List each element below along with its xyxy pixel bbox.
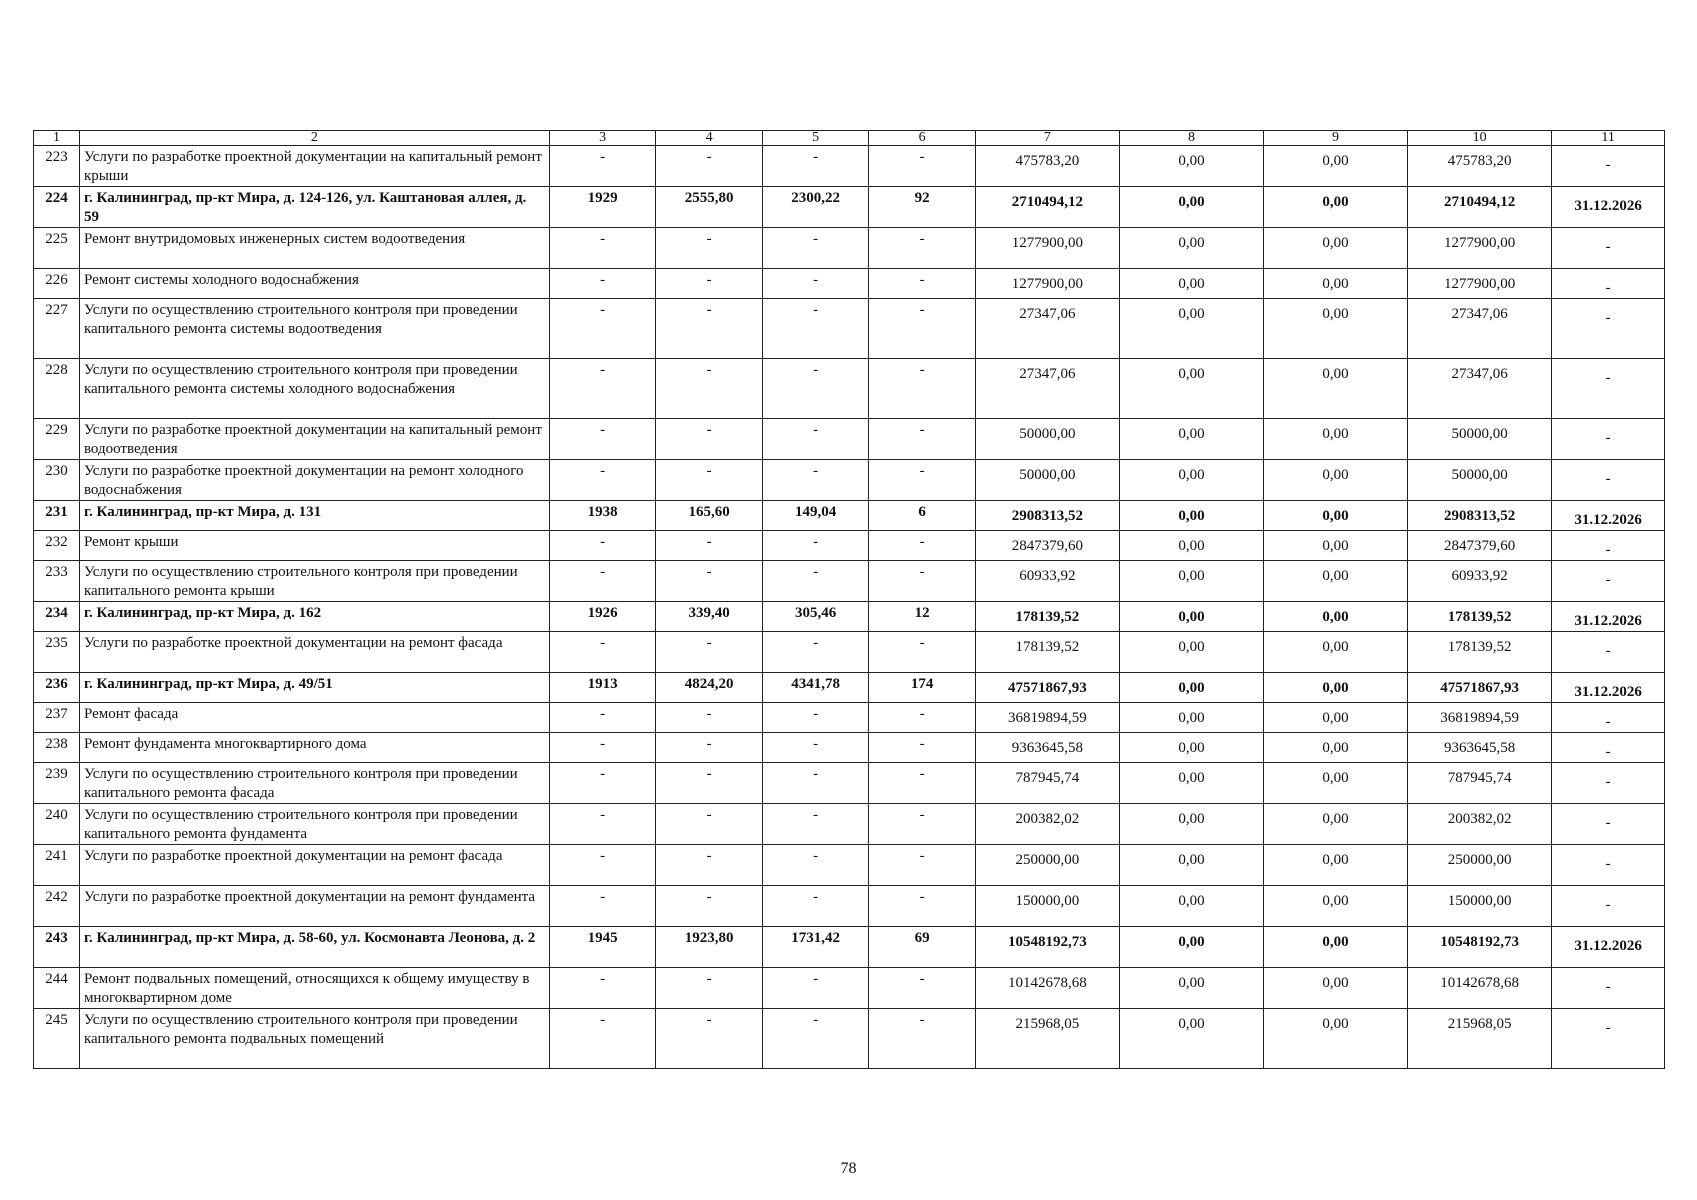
total-area-cell: - bbox=[656, 845, 763, 886]
completion-date-cell: - bbox=[1552, 146, 1665, 187]
fund-cost-cell: 0,00 bbox=[1119, 703, 1263, 733]
work-description-cell: Услуги по разработке проектной документации на ремонт фундамента bbox=[79, 886, 549, 927]
build-year-cell: - bbox=[549, 299, 656, 359]
table-row bbox=[34, 501, 1665, 531]
total-area-cell: - bbox=[656, 531, 763, 561]
residents-count-cell: - bbox=[869, 359, 976, 419]
total-area-cell: - bbox=[656, 804, 763, 845]
table-row bbox=[34, 299, 1665, 359]
completion-date-cell: 31.12.2026 bbox=[1552, 501, 1665, 531]
completion-date-cell: - bbox=[1552, 763, 1665, 804]
total-area-cell: - bbox=[656, 632, 763, 673]
total-area-cell: - bbox=[656, 703, 763, 733]
build-year-cell: - bbox=[549, 1009, 656, 1069]
total-area-cell: - bbox=[656, 1009, 763, 1069]
row-number-cell: 226 bbox=[34, 269, 80, 299]
table-row bbox=[34, 927, 1665, 968]
other-cost-cell: 0,00 bbox=[1264, 187, 1408, 228]
completion-date-cell: - bbox=[1552, 845, 1665, 886]
column-header: 2 bbox=[79, 131, 549, 146]
build-year-cell: - bbox=[549, 886, 656, 927]
total-cost-cell: 150000,00 bbox=[975, 886, 1119, 927]
completion-date-cell: - bbox=[1552, 703, 1665, 733]
owners-cost-cell: 250000,00 bbox=[1408, 845, 1552, 886]
other-cost-cell: 0,00 bbox=[1264, 228, 1408, 269]
build-year-cell: 1926 bbox=[549, 602, 656, 632]
work-description-cell: Услуги по разработке проектной документации на ремонт фасада bbox=[79, 845, 549, 886]
completion-date-cell: - bbox=[1552, 299, 1665, 359]
owners-cost-cell: 60933,92 bbox=[1408, 561, 1552, 602]
living-area-cell: - bbox=[762, 299, 869, 359]
residents-count-cell: 174 bbox=[869, 673, 976, 703]
residents-count-cell: - bbox=[869, 845, 976, 886]
total-cost-cell: 60933,92 bbox=[975, 561, 1119, 602]
fund-cost-cell: 0,00 bbox=[1119, 460, 1263, 501]
fund-cost-cell: 0,00 bbox=[1119, 1009, 1263, 1069]
row-number-cell: 234 bbox=[34, 602, 80, 632]
row-number-cell: 229 bbox=[34, 419, 80, 460]
living-area-cell: 4341,78 bbox=[762, 673, 869, 703]
work-description-cell: Услуги по разработке проектной документации на ремонт фасада bbox=[79, 632, 549, 673]
total-area-cell: - bbox=[656, 763, 763, 804]
fund-cost-cell: 0,00 bbox=[1119, 531, 1263, 561]
completion-date-cell: - bbox=[1552, 228, 1665, 269]
total-cost-cell: 787945,74 bbox=[975, 763, 1119, 804]
other-cost-cell: 0,00 bbox=[1264, 501, 1408, 531]
total-area-cell: - bbox=[656, 886, 763, 927]
completion-date-cell: 31.12.2026 bbox=[1552, 602, 1665, 632]
living-area-cell: - bbox=[762, 763, 869, 804]
living-area-cell: 305,46 bbox=[762, 602, 869, 632]
total-cost-cell: 475783,20 bbox=[975, 146, 1119, 187]
table-row bbox=[34, 703, 1665, 733]
build-year-cell: - bbox=[549, 269, 656, 299]
living-area-cell: 149,04 bbox=[762, 501, 869, 531]
table-row bbox=[34, 419, 1665, 460]
residents-count-cell: 92 bbox=[869, 187, 976, 228]
fund-cost-cell: 0,00 bbox=[1119, 804, 1263, 845]
other-cost-cell: 0,00 bbox=[1264, 146, 1408, 187]
total-cost-cell: 200382,02 bbox=[975, 804, 1119, 845]
completion-date-cell: - bbox=[1552, 419, 1665, 460]
total-area-cell: 1923,80 bbox=[656, 927, 763, 968]
table-row bbox=[34, 804, 1665, 845]
other-cost-cell: 0,00 bbox=[1264, 886, 1408, 927]
total-cost-cell: 215968,05 bbox=[975, 1009, 1119, 1069]
table-row bbox=[34, 187, 1665, 228]
build-year-cell: - bbox=[549, 460, 656, 501]
other-cost-cell: 0,00 bbox=[1264, 804, 1408, 845]
completion-date-cell: - bbox=[1552, 968, 1665, 1009]
row-number-cell: 230 bbox=[34, 460, 80, 501]
total-cost-cell: 36819894,59 bbox=[975, 703, 1119, 733]
living-area-cell: - bbox=[762, 733, 869, 763]
total-area-cell: - bbox=[656, 460, 763, 501]
work-description-cell: Ремонт фундамента многоквартирного дома bbox=[79, 733, 549, 763]
other-cost-cell: 0,00 bbox=[1264, 269, 1408, 299]
fund-cost-cell: 0,00 bbox=[1119, 269, 1263, 299]
fund-cost-cell: 0,00 bbox=[1119, 968, 1263, 1009]
other-cost-cell: 0,00 bbox=[1264, 632, 1408, 673]
build-year-cell: - bbox=[549, 561, 656, 602]
table-row bbox=[34, 146, 1665, 187]
column-header: 1 bbox=[34, 131, 80, 146]
build-year-cell: - bbox=[549, 703, 656, 733]
owners-cost-cell: 9363645,58 bbox=[1408, 733, 1552, 763]
total-area-cell: - bbox=[656, 269, 763, 299]
capital-repair-table bbox=[33, 130, 1665, 1069]
living-area-cell: - bbox=[762, 419, 869, 460]
table-row bbox=[34, 763, 1665, 804]
row-number-cell: 232 bbox=[34, 531, 80, 561]
total-cost-cell: 47571867,93 bbox=[975, 673, 1119, 703]
other-cost-cell: 0,00 bbox=[1264, 531, 1408, 561]
living-area-cell: - bbox=[762, 845, 869, 886]
living-area-cell: - bbox=[762, 804, 869, 845]
owners-cost-cell: 10142678,68 bbox=[1408, 968, 1552, 1009]
total-cost-cell: 2847379,60 bbox=[975, 531, 1119, 561]
fund-cost-cell: 0,00 bbox=[1119, 733, 1263, 763]
work-description-cell: Услуги по осуществлению строительного контроля при проведении капитального ремонта крыши bbox=[79, 561, 549, 602]
other-cost-cell: 0,00 bbox=[1264, 1009, 1408, 1069]
residents-count-cell: - bbox=[869, 632, 976, 673]
work-description-cell: Ремонт внутридомовых инженерных систем водоотведения bbox=[79, 228, 549, 269]
residents-count-cell: - bbox=[869, 299, 976, 359]
living-area-cell: - bbox=[762, 632, 869, 673]
build-year-cell: - bbox=[549, 146, 656, 187]
residents-count-cell: - bbox=[869, 1009, 976, 1069]
work-description-cell: Услуги по разработке проектной документации на ремонт холодного водоснабжения bbox=[79, 460, 549, 501]
other-cost-cell: 0,00 bbox=[1264, 733, 1408, 763]
build-year-cell: - bbox=[549, 531, 656, 561]
fund-cost-cell: 0,00 bbox=[1119, 228, 1263, 269]
row-number-cell: 244 bbox=[34, 968, 80, 1009]
work-description-cell: Ремонт крыши bbox=[79, 531, 549, 561]
fund-cost-cell: 0,00 bbox=[1119, 561, 1263, 602]
row-number-cell: 231 bbox=[34, 501, 80, 531]
fund-cost-cell: 0,00 bbox=[1119, 146, 1263, 187]
residents-count-cell: - bbox=[869, 733, 976, 763]
total-cost-cell: 10548192,73 bbox=[975, 927, 1119, 968]
total-area-cell: - bbox=[656, 419, 763, 460]
work-description-cell: Услуги по осуществлению строительного контроля при проведении капитального ремонта системы холодного водоснабжения bbox=[79, 359, 549, 419]
fund-cost-cell: 0,00 bbox=[1119, 845, 1263, 886]
fund-cost-cell: 0,00 bbox=[1119, 299, 1263, 359]
living-area-cell: - bbox=[762, 460, 869, 501]
residents-count-cell: 69 bbox=[869, 927, 976, 968]
residents-count-cell: - bbox=[869, 146, 976, 187]
total-area-cell: - bbox=[656, 733, 763, 763]
row-number-cell: 245 bbox=[34, 1009, 80, 1069]
column-number-header-row bbox=[34, 131, 1665, 146]
build-year-cell: - bbox=[549, 733, 656, 763]
total-cost-cell: 1277900,00 bbox=[975, 269, 1119, 299]
total-cost-cell: 27347,06 bbox=[975, 299, 1119, 359]
row-number-cell: 224 bbox=[34, 187, 80, 228]
row-number-cell: 240 bbox=[34, 804, 80, 845]
fund-cost-cell: 0,00 bbox=[1119, 501, 1263, 531]
completion-date-cell: - bbox=[1552, 1009, 1665, 1069]
living-area-cell: 1731,42 bbox=[762, 927, 869, 968]
row-number-cell: 241 bbox=[34, 845, 80, 886]
completion-date-cell: - bbox=[1552, 632, 1665, 673]
table-row bbox=[34, 1009, 1665, 1069]
owners-cost-cell: 27347,06 bbox=[1408, 299, 1552, 359]
residents-count-cell: 12 bbox=[869, 602, 976, 632]
total-area-cell: - bbox=[656, 968, 763, 1009]
owners-cost-cell: 2908313,52 bbox=[1408, 501, 1552, 531]
living-area-cell: - bbox=[762, 531, 869, 561]
row-number-cell: 223 bbox=[34, 146, 80, 187]
other-cost-cell: 0,00 bbox=[1264, 673, 1408, 703]
work-description-cell: г. Калининград, пр-кт Мира, д. 124-126, ул. Каштановая аллея, д. 59 bbox=[79, 187, 549, 228]
total-area-cell: - bbox=[656, 561, 763, 602]
owners-cost-cell: 50000,00 bbox=[1408, 419, 1552, 460]
residents-count-cell: 6 bbox=[869, 501, 976, 531]
owners-cost-cell: 1277900,00 bbox=[1408, 269, 1552, 299]
total-cost-cell: 50000,00 bbox=[975, 419, 1119, 460]
fund-cost-cell: 0,00 bbox=[1119, 763, 1263, 804]
other-cost-cell: 0,00 bbox=[1264, 763, 1408, 804]
other-cost-cell: 0,00 bbox=[1264, 561, 1408, 602]
owners-cost-cell: 10548192,73 bbox=[1408, 927, 1552, 968]
column-header: 9 bbox=[1264, 131, 1408, 146]
living-area-cell: - bbox=[762, 1009, 869, 1069]
owners-cost-cell: 36819894,59 bbox=[1408, 703, 1552, 733]
work-description-cell: Ремонт подвальных помещений, относящихся к общему имуществу в многоквартирном доме bbox=[79, 968, 549, 1009]
work-description-cell: Ремонт системы холодного водоснабжения bbox=[79, 269, 549, 299]
living-area-cell: - bbox=[762, 359, 869, 419]
build-year-cell: - bbox=[549, 228, 656, 269]
completion-date-cell: - bbox=[1552, 359, 1665, 419]
other-cost-cell: 0,00 bbox=[1264, 419, 1408, 460]
other-cost-cell: 0,00 bbox=[1264, 927, 1408, 968]
build-year-cell: 1938 bbox=[549, 501, 656, 531]
build-year-cell: - bbox=[549, 359, 656, 419]
total-area-cell: - bbox=[656, 228, 763, 269]
total-area-cell: 4824,20 bbox=[656, 673, 763, 703]
total-cost-cell: 178139,52 bbox=[975, 632, 1119, 673]
other-cost-cell: 0,00 bbox=[1264, 299, 1408, 359]
total-cost-cell: 50000,00 bbox=[975, 460, 1119, 501]
total-area-cell: 339,40 bbox=[656, 602, 763, 632]
work-description-cell: Услуги по осуществлению строительного контроля при проведении капитального ремонта фундамента bbox=[79, 804, 549, 845]
owners-cost-cell: 2710494,12 bbox=[1408, 187, 1552, 228]
total-cost-cell: 2908313,52 bbox=[975, 501, 1119, 531]
work-description-cell: Услуги по осуществлению строительного контроля при проведении капитального ремонта системы водоотведения bbox=[79, 299, 549, 359]
fund-cost-cell: 0,00 bbox=[1119, 886, 1263, 927]
table-row bbox=[34, 886, 1665, 927]
total-cost-cell: 10142678,68 bbox=[975, 968, 1119, 1009]
table-row bbox=[34, 228, 1665, 269]
living-area-cell: - bbox=[762, 886, 869, 927]
work-description-cell: Услуги по разработке проектной документации на капитальный ремонт водоотведения bbox=[79, 419, 549, 460]
residents-count-cell: - bbox=[869, 886, 976, 927]
table-row bbox=[34, 269, 1665, 299]
row-number-cell: 227 bbox=[34, 299, 80, 359]
other-cost-cell: 0,00 bbox=[1264, 460, 1408, 501]
completion-date-cell: - bbox=[1552, 804, 1665, 845]
build-year-cell: - bbox=[549, 419, 656, 460]
table-row bbox=[34, 968, 1665, 1009]
row-number-cell: 239 bbox=[34, 763, 80, 804]
completion-date-cell: - bbox=[1552, 460, 1665, 501]
living-area-cell: - bbox=[762, 146, 869, 187]
fund-cost-cell: 0,00 bbox=[1119, 632, 1263, 673]
completion-date-cell: - bbox=[1552, 269, 1665, 299]
residents-count-cell: - bbox=[869, 763, 976, 804]
work-description-cell: Услуги по разработке проектной документации на капитальный ремонт крыши bbox=[79, 146, 549, 187]
owners-cost-cell: 50000,00 bbox=[1408, 460, 1552, 501]
table-row bbox=[34, 673, 1665, 703]
work-description-cell: Услуги по осуществлению строительного контроля при проведении капитального ремонта подвальных помещений bbox=[79, 1009, 549, 1069]
owners-cost-cell: 178139,52 bbox=[1408, 602, 1552, 632]
total-cost-cell: 1277900,00 bbox=[975, 228, 1119, 269]
work-description-cell: Услуги по осуществлению строительного контроля при проведении капитального ремонта фасада bbox=[79, 763, 549, 804]
total-cost-cell: 2710494,12 bbox=[975, 187, 1119, 228]
row-number-cell: 235 bbox=[34, 632, 80, 673]
fund-cost-cell: 0,00 bbox=[1119, 602, 1263, 632]
completion-date-cell: - bbox=[1552, 886, 1665, 927]
table-row bbox=[34, 602, 1665, 632]
residents-count-cell: - bbox=[869, 228, 976, 269]
build-year-cell: - bbox=[549, 968, 656, 1009]
owners-cost-cell: 2847379,60 bbox=[1408, 531, 1552, 561]
owners-cost-cell: 200382,02 bbox=[1408, 804, 1552, 845]
table-row bbox=[34, 460, 1665, 501]
living-area-cell: - bbox=[762, 703, 869, 733]
living-area-cell: - bbox=[762, 561, 869, 602]
build-year-cell: 1945 bbox=[549, 927, 656, 968]
other-cost-cell: 0,00 bbox=[1264, 359, 1408, 419]
page-number: 78 bbox=[840, 1160, 857, 1177]
owners-cost-cell: 47571867,93 bbox=[1408, 673, 1552, 703]
residents-count-cell: - bbox=[869, 531, 976, 561]
owners-cost-cell: 150000,00 bbox=[1408, 886, 1552, 927]
completion-date-cell: - bbox=[1552, 733, 1665, 763]
residents-count-cell: - bbox=[869, 804, 976, 845]
build-year-cell: - bbox=[549, 804, 656, 845]
build-year-cell: 1913 bbox=[549, 673, 656, 703]
residents-count-cell: - bbox=[869, 269, 976, 299]
total-cost-cell: 178139,52 bbox=[975, 602, 1119, 632]
table-row bbox=[34, 531, 1665, 561]
fund-cost-cell: 0,00 bbox=[1119, 359, 1263, 419]
residents-count-cell: - bbox=[869, 968, 976, 1009]
living-area-cell: - bbox=[762, 968, 869, 1009]
owners-cost-cell: 178139,52 bbox=[1408, 632, 1552, 673]
other-cost-cell: 0,00 bbox=[1264, 845, 1408, 886]
row-number-cell: 236 bbox=[34, 673, 80, 703]
living-area-cell: 2300,22 bbox=[762, 187, 869, 228]
total-cost-cell: 9363645,58 bbox=[975, 733, 1119, 763]
completion-date-cell: 31.12.2026 bbox=[1552, 927, 1665, 968]
work-description-cell: г. Калининград, пр-кт Мира, д. 58-60, ул. Космонавта Леонова, д. 2 bbox=[79, 927, 549, 968]
total-area-cell: 2555,80 bbox=[656, 187, 763, 228]
residents-count-cell: - bbox=[869, 419, 976, 460]
work-description-cell: г. Калининград, пр-кт Мира, д. 49/51 bbox=[79, 673, 549, 703]
row-number-cell: 242 bbox=[34, 886, 80, 927]
work-description-cell: г. Калининград, пр-кт Мира, д. 131 bbox=[79, 501, 549, 531]
column-header: 10 bbox=[1408, 131, 1552, 146]
owners-cost-cell: 475783,20 bbox=[1408, 146, 1552, 187]
row-number-cell: 228 bbox=[34, 359, 80, 419]
other-cost-cell: 0,00 bbox=[1264, 968, 1408, 1009]
fund-cost-cell: 0,00 bbox=[1119, 419, 1263, 460]
fund-cost-cell: 0,00 bbox=[1119, 673, 1263, 703]
build-year-cell: 1929 bbox=[549, 187, 656, 228]
other-cost-cell: 0,00 bbox=[1264, 602, 1408, 632]
total-area-cell: 165,60 bbox=[656, 501, 763, 531]
column-header: 6 bbox=[869, 131, 976, 146]
table-row bbox=[34, 632, 1665, 673]
fund-cost-cell: 0,00 bbox=[1119, 927, 1263, 968]
build-year-cell: - bbox=[549, 632, 656, 673]
row-number-cell: 243 bbox=[34, 927, 80, 968]
residents-count-cell: - bbox=[869, 561, 976, 602]
total-area-cell: - bbox=[656, 359, 763, 419]
column-header: 7 bbox=[975, 131, 1119, 146]
column-header: 5 bbox=[762, 131, 869, 146]
owners-cost-cell: 787945,74 bbox=[1408, 763, 1552, 804]
build-year-cell: - bbox=[549, 763, 656, 804]
owners-cost-cell: 1277900,00 bbox=[1408, 228, 1552, 269]
residents-count-cell: - bbox=[869, 703, 976, 733]
column-header: 11 bbox=[1552, 131, 1665, 146]
table-row bbox=[34, 733, 1665, 763]
living-area-cell: - bbox=[762, 228, 869, 269]
table-body bbox=[34, 146, 1665, 1069]
total-cost-cell: 27347,06 bbox=[975, 359, 1119, 419]
completion-date-cell: 31.12.2026 bbox=[1552, 187, 1665, 228]
table-row bbox=[34, 561, 1665, 602]
row-number-cell: 233 bbox=[34, 561, 80, 602]
owners-cost-cell: 215968,05 bbox=[1408, 1009, 1552, 1069]
row-number-cell: 238 bbox=[34, 733, 80, 763]
row-number-cell: 237 bbox=[34, 703, 80, 733]
work-description-cell: г. Калининград, пр-кт Мира, д. 162 bbox=[79, 602, 549, 632]
table-row bbox=[34, 845, 1665, 886]
other-cost-cell: 0,00 bbox=[1264, 703, 1408, 733]
owners-cost-cell: 27347,06 bbox=[1408, 359, 1552, 419]
total-area-cell: - bbox=[656, 146, 763, 187]
total-area-cell: - bbox=[656, 299, 763, 359]
completion-date-cell: - bbox=[1552, 531, 1665, 561]
residents-count-cell: - bbox=[869, 460, 976, 501]
completion-date-cell: 31.12.2026 bbox=[1552, 673, 1665, 703]
row-number-cell: 225 bbox=[34, 228, 80, 269]
fund-cost-cell: 0,00 bbox=[1119, 187, 1263, 228]
work-description-cell: Ремонт фасада bbox=[79, 703, 549, 733]
completion-date-cell: - bbox=[1552, 561, 1665, 602]
living-area-cell: - bbox=[762, 269, 869, 299]
column-header: 3 bbox=[549, 131, 656, 146]
column-header: 4 bbox=[656, 131, 763, 146]
build-year-cell: - bbox=[549, 845, 656, 886]
column-header: 8 bbox=[1119, 131, 1263, 146]
total-cost-cell: 250000,00 bbox=[975, 845, 1119, 886]
table-row bbox=[34, 359, 1665, 419]
